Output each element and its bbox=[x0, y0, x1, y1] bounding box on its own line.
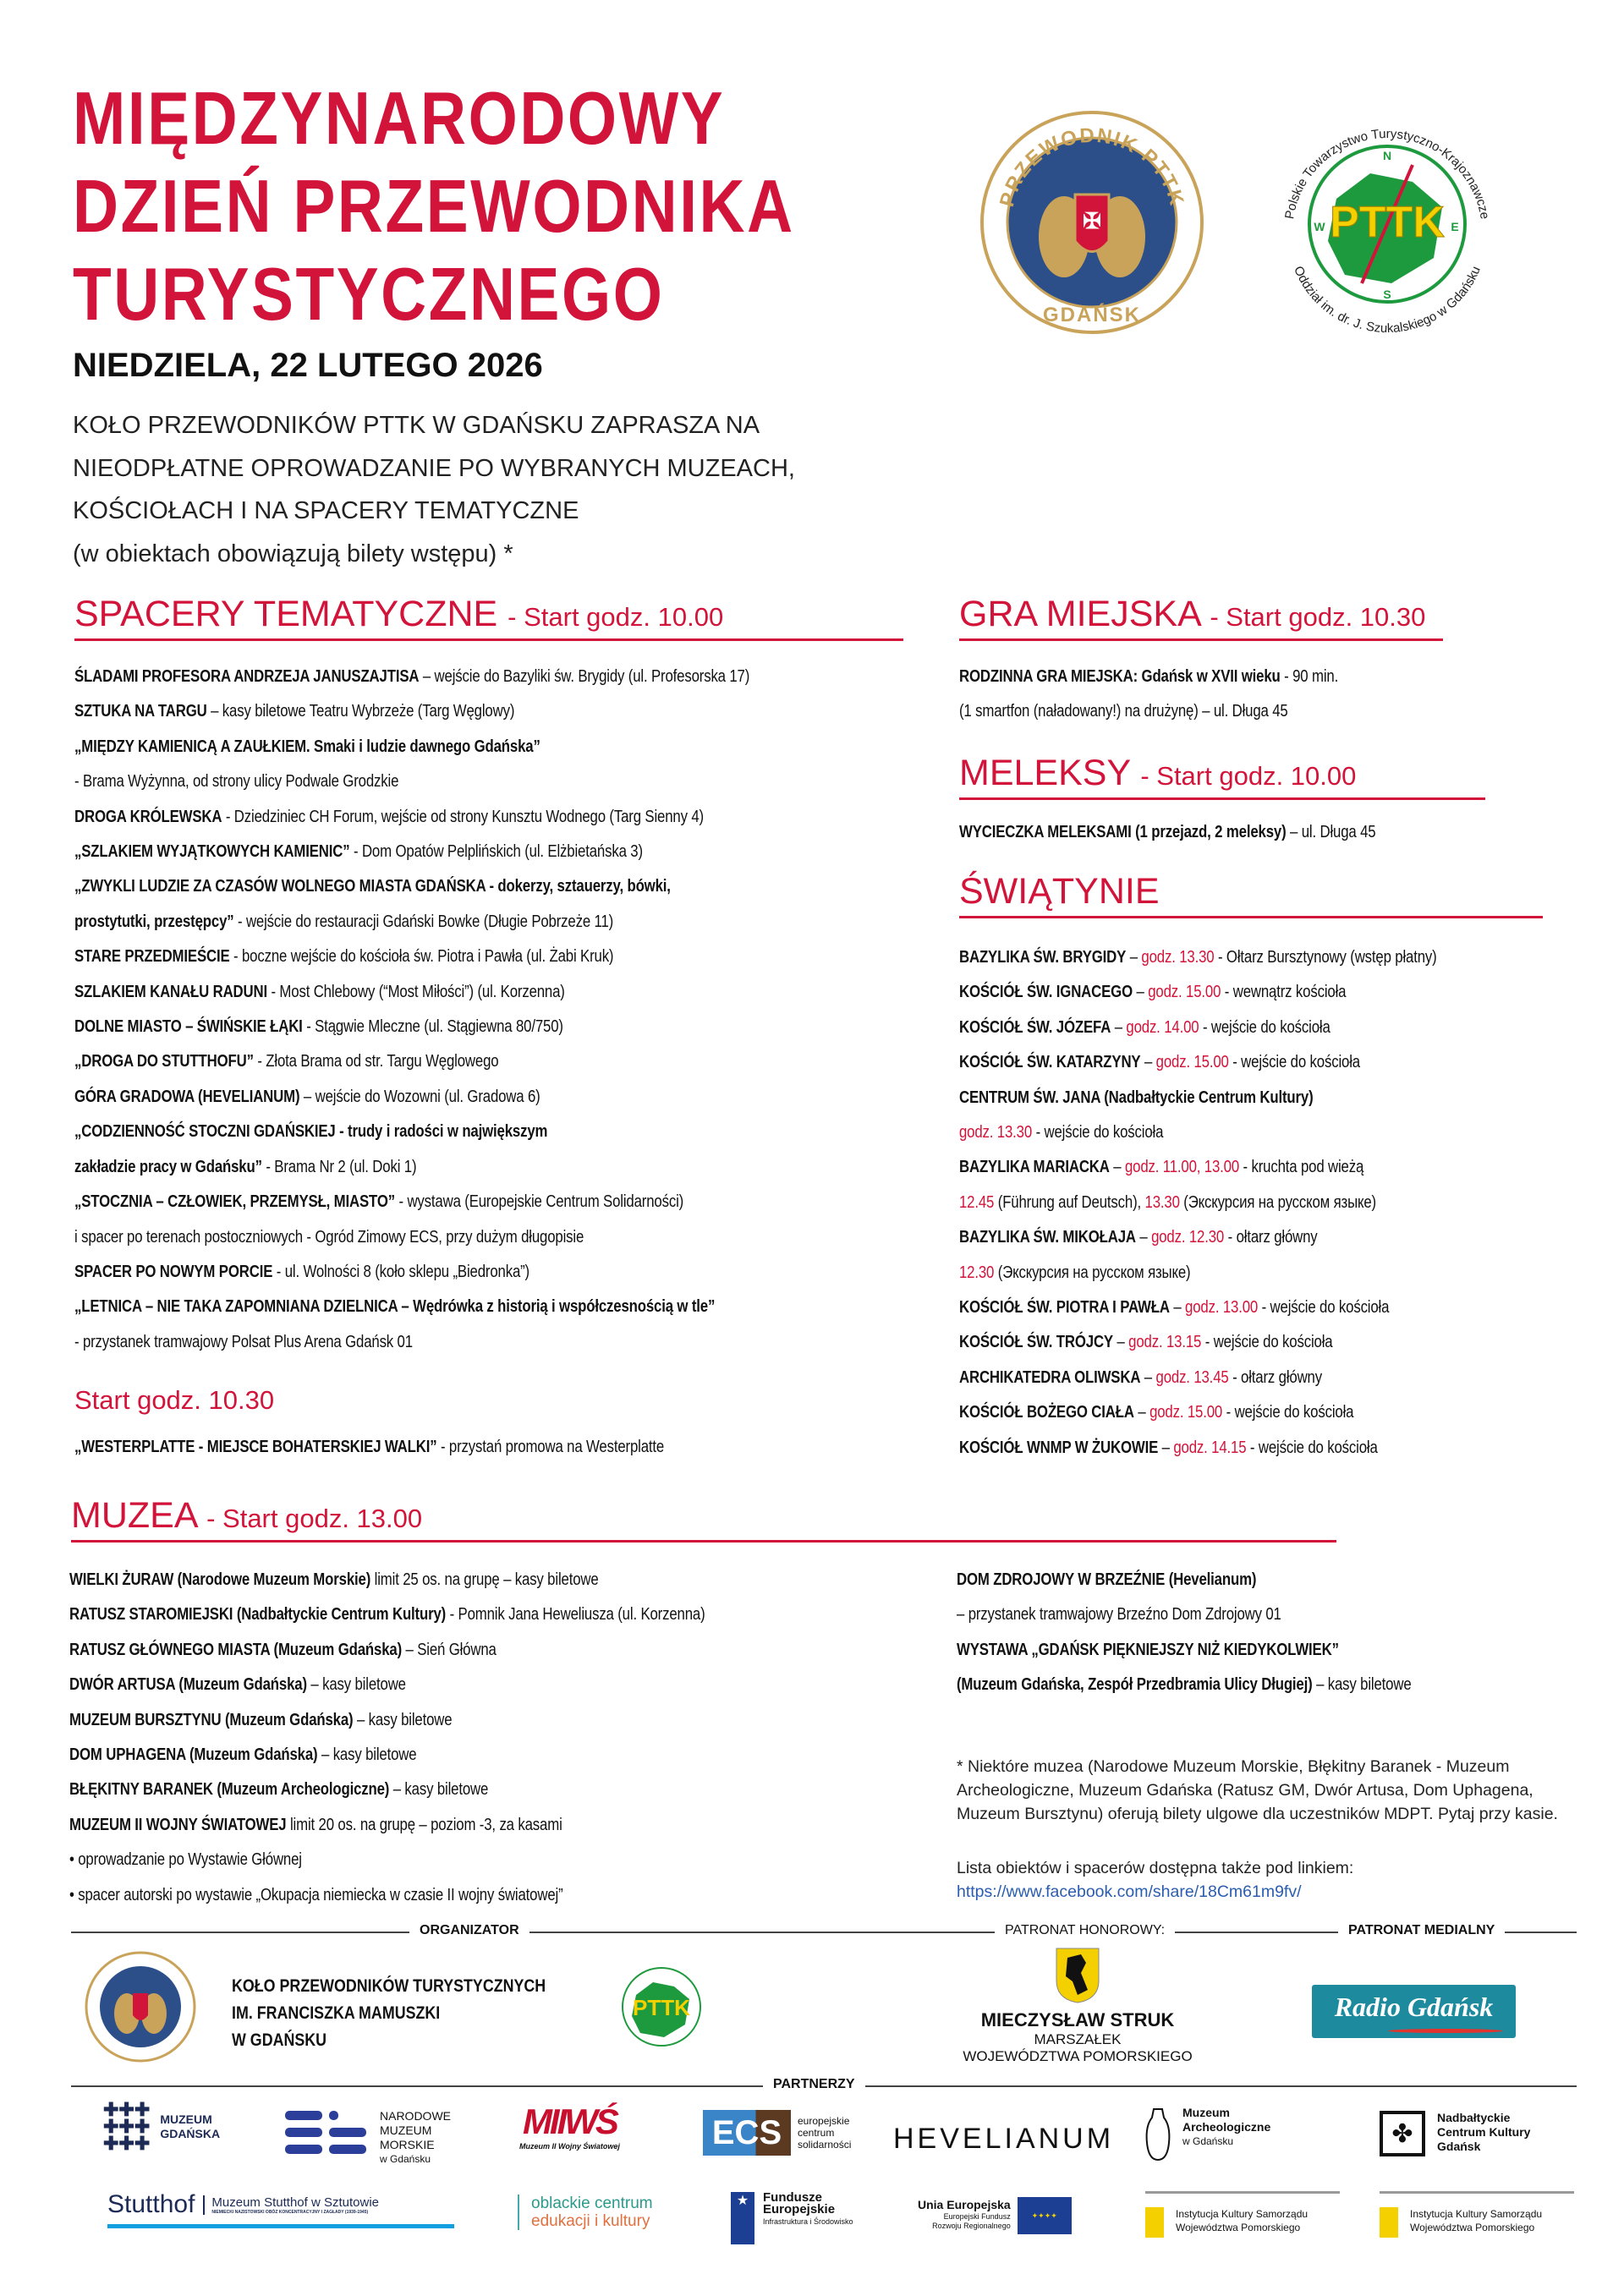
list-link-block bbox=[957, 1856, 1353, 1904]
item-name: WYSTAWA „GDAŃSK PIĘKNIEJSZY NIŻ KIEDYKOLWIEK” bbox=[957, 1639, 1339, 1659]
item-detail: – kasy biletowe Teatru Wybrzeże (Targ Węglowy) bbox=[206, 701, 515, 721]
fe-star-icon: ★ bbox=[731, 2192, 754, 2244]
organizer-guide-logo bbox=[85, 1951, 196, 2063]
item-detail: - Brama Wyżynna, od strony ulicy Podwale Grodzkie bbox=[74, 771, 399, 792]
list-item bbox=[959, 1324, 1437, 1359]
footnote-line: Muzeum Bursztynu) oferują bilety ulgowe dla uczestników MDPT. Pytaj przy kasie. bbox=[957, 1805, 1558, 1823]
nmm-bars-icon bbox=[285, 2109, 366, 2156]
item-detail: - przystań promowa na Westerplatte bbox=[436, 1437, 665, 1456]
logo-ring-text: GDAŃSK bbox=[1042, 304, 1142, 326]
partner-text: edukacji i kultury bbox=[531, 2212, 650, 2230]
item-name: DROGA KRÓLEWSKA bbox=[74, 806, 222, 826]
partner-text: Infrastruktura i Środowisko bbox=[763, 2217, 853, 2226]
item-name: DOLNE MIASTO – ŚWIŃSKIE ŁĄKI bbox=[74, 1016, 303, 1037]
list-item bbox=[69, 1702, 705, 1737]
organizer-pttk-logo bbox=[606, 1951, 717, 2063]
item-name: BAZYLIKA ŚW. BRYGIDY bbox=[959, 947, 1127, 967]
partner-text: NIEMIECKI NAZISTOWSKI OBÓZ KONCENTRACYJNY I ZAGŁADY (1939-1945) bbox=[211, 2209, 369, 2215]
item-name: KOŚCIÓŁ ŚW. TRÓJCY bbox=[959, 1332, 1113, 1352]
item-name: „MIĘDZY KAMIENICĄ A ZAUŁKIEM. Smaki i ludzie dawnego Gdańska” bbox=[74, 736, 540, 756]
item-name: BAZYLIKA ŚW. MIKOŁAJA bbox=[959, 1227, 1136, 1247]
list-item bbox=[959, 1290, 1437, 1324]
item-detail: – bbox=[1133, 982, 1149, 1002]
partner-text: Województwa Pomorskiego bbox=[1176, 2222, 1301, 2233]
list-item bbox=[959, 1430, 1437, 1465]
list-item bbox=[69, 1877, 705, 1912]
item-detail: (Führung auf Deutsch), bbox=[994, 1192, 1145, 1212]
list-item bbox=[959, 1395, 1437, 1429]
item-detail: – bbox=[1135, 1227, 1152, 1247]
item-detail: - kruchta pod wieżą bbox=[1239, 1157, 1364, 1177]
partner-instytucja-1 bbox=[1145, 2191, 1340, 2238]
event-title bbox=[73, 74, 795, 338]
item-time: godz. 14.00 bbox=[1126, 1016, 1199, 1037]
jug-figure-icon bbox=[1145, 2106, 1171, 2162]
section-header-spacery bbox=[74, 594, 903, 641]
item-time: godz. 14.15 bbox=[1173, 1437, 1247, 1457]
section-title: GRA MIEJSKA bbox=[959, 594, 1200, 634]
item-detail: • oprowadzanie po Wystawie Głównej bbox=[69, 1849, 302, 1870]
item-detail: - wejście do kościoła bbox=[1246, 1437, 1378, 1457]
item-detail: – bbox=[1112, 1332, 1129, 1352]
item-detail: – bbox=[1111, 1016, 1127, 1037]
partner-muzeum-gdanska bbox=[103, 2101, 220, 2152]
item-time: godz. 13.00 bbox=[1185, 1297, 1259, 1318]
item-name: zakładzie pracy w Gdańsku” bbox=[74, 1156, 262, 1176]
list-item bbox=[959, 1185, 1437, 1219]
item-time: godz. 12.30 bbox=[1151, 1227, 1225, 1247]
item-time: godz. 13.45 bbox=[1155, 1367, 1229, 1387]
item-name: „SZLAKIEM WYJĄTKOWYCH KAMIENIC” bbox=[74, 841, 350, 862]
item-time: 13.30 bbox=[1144, 1192, 1180, 1212]
footnote-line: * Niektóre muzea (Narodowe Muzeum Morskie, Błękitny Baranek - Muzeum bbox=[957, 1757, 1510, 1776]
item-detail: - Stągwie Mleczne (ul. Stągiewna 80/750) bbox=[302, 1016, 563, 1037]
partner-text: w Gdańsku bbox=[1182, 2135, 1234, 2147]
list-item bbox=[69, 1597, 705, 1631]
list-item bbox=[74, 904, 749, 939]
section-subtitle: - Start godz. 10.00 bbox=[508, 602, 724, 632]
item-name: (Muzeum Gdańska, Zespół Przedbramia Ulicy Długiej) bbox=[957, 1674, 1313, 1695]
intro-text bbox=[73, 404, 795, 575]
item-detail: - wewnątrz kościoła bbox=[1221, 982, 1347, 1002]
item-detail: (1 smartfon (naładowany!) na drużynę) – ul. Długa 45 bbox=[959, 701, 1288, 721]
item-time: godz. 11.00, 13.00 bbox=[1124, 1157, 1240, 1177]
item-detail: (Экскурсия на русском языке) bbox=[994, 1262, 1191, 1282]
list-item bbox=[74, 1149, 749, 1184]
item-name: DOM UPHAGENA (Muzeum Gdańska) bbox=[69, 1745, 318, 1765]
item-name: KOŚCIÓŁ ŚW. KATARZYNY bbox=[959, 1052, 1141, 1072]
patron-region: WOJEWÓDZTWA POMORSKIEGO bbox=[963, 2048, 1193, 2064]
title-line: DZIEŃ PRZEWODNIKA bbox=[73, 164, 795, 248]
list-item bbox=[74, 974, 749, 1009]
patron-role: MARSZAŁEK bbox=[1034, 2031, 1122, 2047]
spacery-list-2 bbox=[74, 1429, 664, 1464]
footnote bbox=[957, 1755, 1558, 1826]
item-detail: - Złota Brama od str. Targu Węglowego bbox=[253, 1051, 499, 1071]
item-detail: - Ołtarz Bursztynowy (wstęp płatny) bbox=[1214, 947, 1437, 967]
partner-text: Centrum Kultury bbox=[1437, 2125, 1531, 2139]
item-name: SPACER PO NOWYM PORCIE bbox=[74, 1261, 273, 1281]
item-detail: – kasy biletowe bbox=[389, 1779, 489, 1800]
pttk-mark: PTTK bbox=[633, 1995, 690, 2020]
item-detail: – bbox=[1133, 1402, 1150, 1422]
list-item bbox=[74, 1009, 749, 1044]
media-label: PATRONAT MEDIALNY bbox=[1338, 1923, 1505, 1938]
partner-nmm bbox=[285, 2109, 451, 2167]
list-item bbox=[959, 1080, 1437, 1115]
list-item bbox=[74, 764, 749, 798]
item-name: RATUSZ STAROMIEJSKI (Nadbałtyckie Centrum Kultury) bbox=[69, 1604, 447, 1625]
list-item bbox=[74, 869, 749, 903]
stutthof-mark: Stutthof bbox=[107, 2190, 195, 2218]
item-name: RATUSZ GŁÓWNEGO MIASTA (Muzeum Gdańska) bbox=[69, 1639, 402, 1659]
przewodnik-pttk-logo bbox=[979, 110, 1204, 335]
list-item bbox=[74, 659, 749, 693]
list-item bbox=[957, 1667, 1412, 1701]
list-item bbox=[69, 1772, 705, 1806]
logo-ring-text: Polskie Towarzystwo Turystyczno-Krajoznawcze bbox=[1282, 126, 1492, 221]
item-detail: - wejście do kościoła bbox=[1199, 1016, 1330, 1037]
partner-text: Instytucja Kultury Samorządu bbox=[1176, 2208, 1309, 2220]
item-name: GÓRA GRADOWA (HEVELIANUM) bbox=[74, 1086, 300, 1106]
list-item bbox=[959, 1044, 1437, 1079]
item-name: „CODZIENNOŚĆ STOCZNI GDAŃSKIEJ - trudy i radości w największym bbox=[74, 1121, 548, 1142]
partner-text: solidarności bbox=[798, 2139, 852, 2151]
pttk-mark: PTTK bbox=[1330, 198, 1445, 247]
section-title: SPACERY TEMATYCZNE bbox=[74, 594, 498, 634]
section-header-meleksy bbox=[959, 753, 1485, 800]
item-name: SZLAKIEM KANAŁU RADUNI bbox=[74, 981, 267, 1001]
item-detail: - Brama Nr 2 (ul. Doki 1) bbox=[261, 1156, 417, 1176]
list-item bbox=[69, 1562, 705, 1597]
list-item bbox=[959, 814, 1375, 849]
item-name: STARE PRZEDMIEŚCIE bbox=[74, 946, 230, 967]
list-item bbox=[74, 1219, 749, 1254]
intro-line: KOŁO PRZEWODNIKÓW PTTK W GDAŃSKU ZAPRASZA NA bbox=[73, 412, 760, 439]
intro-line: (w obiektach obowiązują bilety wstępu) * bbox=[73, 540, 513, 567]
partner-text: MORSKIE bbox=[380, 2138, 435, 2151]
list-item bbox=[74, 1289, 749, 1323]
item-detail: – kasy biletowe bbox=[306, 1674, 406, 1695]
partner-text: NARODOWE bbox=[380, 2109, 451, 2123]
honorary-label: PATRONAT HONOROWY: bbox=[995, 1923, 1175, 1938]
honorary-patron bbox=[908, 2009, 1247, 2065]
list-item bbox=[959, 1115, 1437, 1149]
second-start-time: Start godz. 10.30 bbox=[74, 1385, 275, 1415]
section-header-swiatynie bbox=[959, 871, 1543, 918]
section-title: ŚWIĄTYNIE bbox=[959, 871, 1160, 912]
item-detail: - przystanek tramwajowy Polsat Plus Arena Gdańsk 01 bbox=[74, 1331, 413, 1351]
item-name: KOŚCIÓŁ WNMP W ŻUKOWIE bbox=[959, 1437, 1159, 1457]
gryf-icon bbox=[1380, 2207, 1398, 2238]
item-detail: - Dom Opatów Pelplińskich (ul. Elżbietańska 3) bbox=[349, 841, 643, 862]
item-time: godz. 15.00 bbox=[1155, 1052, 1229, 1072]
item-time: godz. 13.30 bbox=[1141, 947, 1215, 967]
item-time: godz. 13.30 bbox=[959, 1122, 1033, 1143]
item-detail: limit 25 os. na grupę – kasy biletowe bbox=[370, 1570, 599, 1589]
item-detail: i spacer po terenach postoczniowych - Ogród Zimowy ECS, przy dużym długopisie bbox=[74, 1226, 584, 1247]
item-detail: – bbox=[1140, 1052, 1156, 1072]
intro-line: KOŚCIOŁACH I NA SPACERY TEMATYCZNE bbox=[73, 497, 579, 524]
item-name: KOŚCIÓŁ ŚW. JÓZEFA bbox=[959, 1016, 1111, 1037]
compass-n: N bbox=[1382, 149, 1392, 162]
list-item bbox=[74, 1324, 749, 1359]
pomorskie-coat-of-arms-icon bbox=[1056, 1948, 1100, 2003]
item-detail: – Sień Główna bbox=[401, 1639, 497, 1659]
partner-text: Województwa Pomorskiego bbox=[1410, 2222, 1535, 2233]
m2ws-mark: MIIWŚ bbox=[522, 2101, 617, 2141]
list-item bbox=[959, 693, 1338, 728]
muzea-list-right bbox=[957, 1562, 1412, 1702]
item-detail: – kasy biletowe bbox=[353, 1709, 453, 1729]
list-item bbox=[959, 1010, 1437, 1044]
ecs-mark: ECS bbox=[703, 2110, 791, 2156]
item-detail: – kasy biletowe bbox=[1312, 1674, 1412, 1695]
eu-flag-icon: ✦✦✦✦ bbox=[1018, 2197, 1072, 2234]
partner-text: MUZEUM bbox=[160, 2112, 212, 2126]
title-line: MIĘDZYNARODOWY bbox=[73, 76, 726, 160]
item-detail: – bbox=[1126, 947, 1142, 967]
list-link-text: Lista obiektów i spacerów dostępna także pod linkiem: bbox=[957, 1859, 1354, 1877]
radio-gdansk-text: Radio Gdańsk bbox=[1334, 1992, 1494, 2022]
meleksy-list bbox=[959, 814, 1375, 849]
radio-gdansk-logo bbox=[1312, 1985, 1516, 2038]
list-item bbox=[74, 1079, 749, 1114]
item-detail: - Pomnik Jana Heweliusza (ul. Korzenna) bbox=[446, 1604, 705, 1625]
item-name: KOŚCIÓŁ BOŻEGO CIAŁA bbox=[959, 1402, 1134, 1422]
section-subtitle: - Start godz. 10.30 bbox=[1210, 602, 1426, 632]
event-date: NIEDZIELA, 22 LUTEGO 2026 bbox=[73, 347, 543, 384]
list-item bbox=[69, 1737, 705, 1772]
item-name: DOM ZDROJOWY W BRZEŹNIE (Hevelianum) bbox=[957, 1570, 1257, 1589]
item-detail: limit 20 os. na grupę – poziom -3, za kasami bbox=[286, 1814, 562, 1834]
item-name: prostytutki, przestępcy” bbox=[74, 911, 234, 931]
gra-list bbox=[959, 659, 1338, 729]
list-item bbox=[959, 659, 1338, 693]
compass-w: W bbox=[1314, 220, 1325, 233]
item-name: SZTUKA NA TARGU bbox=[74, 701, 207, 721]
item-name: „DROGA DO STUTTHOFU” bbox=[74, 1051, 254, 1071]
item-detail: - wejście do kościoła bbox=[1222, 1402, 1354, 1422]
list-item bbox=[69, 1807, 705, 1842]
partner-text: europejskie bbox=[798, 2115, 850, 2127]
partner-nck bbox=[1380, 2111, 1530, 2156]
swiatynie-list bbox=[959, 940, 1437, 1465]
partner-hevelianum: HEVELIANUM bbox=[893, 2123, 1115, 2155]
footnote-line: Archeologiczne, Muzeum Gdańska (Ratusz GM, Dwór Artusa, Dom Uphagena, bbox=[957, 1781, 1533, 1800]
partner-text: Muzeum bbox=[1182, 2106, 1230, 2119]
list-item bbox=[74, 693, 749, 728]
partner-text: Instytucja Kultury Samorządu bbox=[1410, 2208, 1543, 2220]
patron-name: MIECZYSŁAW STRUK bbox=[980, 2009, 1175, 2030]
item-detail: (Экскурсия на русском языке) bbox=[1179, 1192, 1376, 1212]
item-detail: – przystanek tramwajowy Brzeźno Dom Zdrojowy 01 bbox=[957, 1604, 1281, 1625]
list-item bbox=[74, 1254, 749, 1289]
list-item bbox=[959, 1255, 1437, 1290]
item-detail: - Dziedziniec CH Forum, wejście od strony Kunsztu Wodnego (Targ Sienny 4) bbox=[222, 806, 704, 826]
partners-label: PARTNERZY bbox=[763, 2077, 865, 2092]
partner-ue bbox=[918, 2197, 1072, 2234]
item-name: KOŚCIÓŁ ŚW. PIOTRA I PAWŁA bbox=[959, 1297, 1170, 1318]
section-title: MELEKSY bbox=[959, 753, 1131, 793]
section-subtitle: - Start godz. 10.00 bbox=[1140, 761, 1357, 791]
partner-text: Nadbałtyckie bbox=[1437, 2111, 1511, 2124]
organizer-line: IM. FRANCISZKA MAMUSZKI bbox=[232, 2003, 441, 2023]
item-name: „LETNICA – NIE TAKA ZAPOMNIANA DZIELNICA – Wędrówka z historią i współczesnością w tle” bbox=[74, 1296, 716, 1317]
facebook-link[interactable]: https://www.facebook.com/share/18Cm61m9fv/ bbox=[957, 1882, 1302, 1901]
section-header-gra bbox=[959, 594, 1443, 641]
item-detail: – bbox=[1158, 1437, 1174, 1457]
partner-text: Gdańsk bbox=[1437, 2140, 1481, 2153]
partner-text: GDAŃSKA bbox=[160, 2127, 221, 2140]
item-name: ARCHIKATEDRA OLIWSKA bbox=[959, 1367, 1141, 1387]
item-name: CENTRUM ŚW. JANA (Nadbałtyckie Centrum Kultury) bbox=[959, 1087, 1314, 1107]
item-detail: - wejście do kościoła bbox=[1228, 1052, 1360, 1072]
item-detail: - ołtarz główny bbox=[1224, 1227, 1318, 1247]
footer-divider bbox=[71, 1923, 1577, 1937]
partner-oblackie bbox=[518, 2195, 653, 2230]
item-detail: - wejście do kościoła bbox=[1032, 1122, 1164, 1143]
list-item bbox=[74, 1429, 664, 1464]
item-name: RODZINNA GRA MIEJSKA: Gdańsk w XVII wieku bbox=[959, 666, 1281, 686]
intro-line: NIEODPŁATNE OPROWADZANIE PO WYBRANYCH MUZEACH, bbox=[73, 454, 795, 482]
logo-ring-text: Oddział im. dr. J. Szukalskiego w Gdańsku bbox=[1291, 264, 1484, 337]
item-detail: – wejście do Bazyliki św. Brygidy (ul. Profesorska 17) bbox=[419, 666, 750, 686]
section-header-muzea bbox=[71, 1495, 1336, 1543]
item-name: BAZYLIKA MARIACKA bbox=[959, 1157, 1110, 1177]
list-item bbox=[957, 1632, 1412, 1667]
list-item bbox=[74, 1184, 749, 1219]
item-detail: - boczne wejście do kościoła św. Piotra i Pawła (ul. Żabi Kruk) bbox=[229, 946, 614, 967]
item-detail: - wystawa (Europejskie Centrum Solidarności) bbox=[395, 1192, 684, 1212]
item-detail: – ul. Długa 45 bbox=[1286, 822, 1376, 841]
organizer-label: ORGANIZATOR bbox=[409, 1923, 529, 1938]
item-name: „ZWYKLI LUDZIE ZA CZASÓW WOLNEGO MIASTA GDAŃSKA - dokerzy, sztauerzy, bówki, bbox=[74, 876, 671, 896]
partner-text: Archeologiczne bbox=[1182, 2120, 1271, 2134]
item-detail: - ul. Wolności 8 (koło sklepu „Biedronka”) bbox=[272, 1261, 529, 1281]
list-item bbox=[957, 1562, 1412, 1597]
compass-e: E bbox=[1451, 220, 1459, 233]
list-item bbox=[959, 974, 1437, 1009]
partner-text: Muzeum Stutthof w Sztutowie bbox=[211, 2195, 379, 2210]
gryf-icon bbox=[1145, 2207, 1164, 2238]
item-detail: - wejście do kościoła bbox=[1258, 1297, 1390, 1318]
item-detail: - Most Chlebowy (“Most Miłości”) (ul. Korzenna) bbox=[266, 981, 565, 1001]
list-item bbox=[74, 729, 749, 764]
item-time: godz. 15.00 bbox=[1148, 982, 1221, 1002]
partner-m2ws bbox=[519, 2101, 620, 2151]
item-detail: • spacer autorski po wystawie „Okupacja niemiecka w czasie II wojny światowej” bbox=[69, 1884, 563, 1904]
logo-ring-text: PRZEWODNIK PTTK bbox=[995, 123, 1189, 210]
partner-text: MUZEUM bbox=[380, 2123, 432, 2137]
partner-text: w Gdańsku bbox=[380, 2153, 431, 2165]
item-name: BŁĘKITNY BARANEK (Muzeum Archeologiczne) bbox=[69, 1779, 390, 1800]
section-title: MUZEA bbox=[71, 1495, 197, 1536]
item-name: ŚLADAMI PROFESORA ANDRZEJA JANUSZAJTISA bbox=[74, 666, 420, 686]
compass-s: S bbox=[1383, 288, 1391, 301]
radio-wave-icon bbox=[1388, 2029, 1503, 2033]
item-name: „WESTERPLATTE - MIEJSCE BOHATERSKIEJ WALKI” bbox=[74, 1437, 437, 1456]
item-name: MUZEUM II WOJNY ŚWIATOWEJ bbox=[69, 1814, 287, 1834]
partners-divider bbox=[71, 2077, 1577, 2091]
partner-text: Europejski Fundusz bbox=[943, 2212, 1011, 2221]
organizer-line: KOŁO PRZEWODNIKÓW TURYSTYCZNYCH bbox=[232, 1976, 546, 1996]
partner-fe bbox=[731, 2192, 853, 2244]
item-name: DWÓR ARTUSA (Muzeum Gdańska) bbox=[69, 1674, 307, 1695]
item-detail: – wejście do Wozowni (ul. Gradowa 6) bbox=[299, 1086, 540, 1106]
item-detail: – bbox=[1169, 1297, 1186, 1318]
list-item bbox=[74, 799, 749, 834]
list-item bbox=[74, 1114, 749, 1148]
item-time: 12.45 bbox=[959, 1192, 995, 1212]
list-item bbox=[74, 939, 749, 973]
partner-archeo bbox=[1145, 2106, 1270, 2162]
list-item bbox=[69, 1842, 705, 1877]
svg-text:✠: ✠ bbox=[1083, 208, 1101, 233]
nck-pattern-icon: ✤ bbox=[1380, 2111, 1425, 2156]
partner-instytucja-2 bbox=[1380, 2191, 1574, 2238]
partner-text: centrum bbox=[798, 2127, 835, 2139]
item-name: MUZEUM BURSZTYNU (Muzeum Gdańska) bbox=[69, 1709, 354, 1729]
item-name: WYCIECZKA MELEKSAMI (1 przejazd, 2 meleksy) bbox=[959, 822, 1287, 841]
list-item bbox=[69, 1667, 705, 1701]
pttk-logo bbox=[1269, 106, 1506, 342]
item-time: 12.30 bbox=[959, 1262, 995, 1282]
spacery-list bbox=[74, 659, 749, 1359]
partner-text: Unia Europejska bbox=[918, 2198, 1011, 2211]
item-time: godz. 15.00 bbox=[1149, 1402, 1223, 1422]
item-detail: - ołtarz główny bbox=[1228, 1367, 1322, 1387]
item-name: WIELKI ŻURAW (Narodowe Muzeum Morskie) bbox=[69, 1570, 371, 1589]
list-item bbox=[69, 1632, 705, 1667]
item-name: KOŚCIÓŁ ŚW. IGNACEGO bbox=[959, 982, 1133, 1002]
organizer-line: W GDAŃSKU bbox=[232, 2030, 327, 2050]
item-detail: - wejście do restauracji Gdański Bowke (Długie Pobrzeże 11) bbox=[233, 911, 614, 931]
item-name: „STOCZNIA – CZŁOWIEK, PRZEMYSŁ, MIASTO” bbox=[74, 1192, 396, 1212]
organizer-name bbox=[232, 1973, 546, 2054]
item-time: godz. 13.15 bbox=[1128, 1332, 1202, 1352]
section-subtitle: - Start godz. 13.00 bbox=[206, 1504, 423, 1533]
partner-text: oblackie centrum bbox=[531, 2195, 653, 2212]
partner-text: Rozwoju Regionalnego bbox=[932, 2222, 1011, 2230]
muzea-list-left bbox=[69, 1562, 705, 1912]
partner-text: Muzeum II Wojny Światowej bbox=[519, 2142, 620, 2151]
partner-text: Fundusze bbox=[763, 2190, 822, 2205]
list-item bbox=[959, 1149, 1437, 1184]
crosses-icon: ✚✚✚ ✚✚✚ ✚✚✚ bbox=[103, 2099, 151, 2154]
item-detail: – kasy biletowe bbox=[317, 1745, 417, 1765]
list-item bbox=[959, 940, 1437, 974]
partner-stutthof bbox=[107, 2190, 454, 2228]
list-item bbox=[957, 1597, 1412, 1631]
title-line: TURYSTYCZNEGO bbox=[73, 252, 665, 336]
item-detail: – bbox=[1140, 1367, 1156, 1387]
partner-ecs bbox=[703, 2110, 851, 2156]
item-detail: – bbox=[1109, 1157, 1125, 1177]
list-item bbox=[959, 1219, 1437, 1254]
partner-text: Europejskie bbox=[763, 2202, 836, 2217]
list-item bbox=[74, 1044, 749, 1078]
item-detail: - wejście do kościoła bbox=[1201, 1332, 1333, 1352]
list-item bbox=[74, 834, 749, 869]
list-item bbox=[959, 1360, 1437, 1395]
item-detail: - 90 min. bbox=[1280, 666, 1339, 686]
